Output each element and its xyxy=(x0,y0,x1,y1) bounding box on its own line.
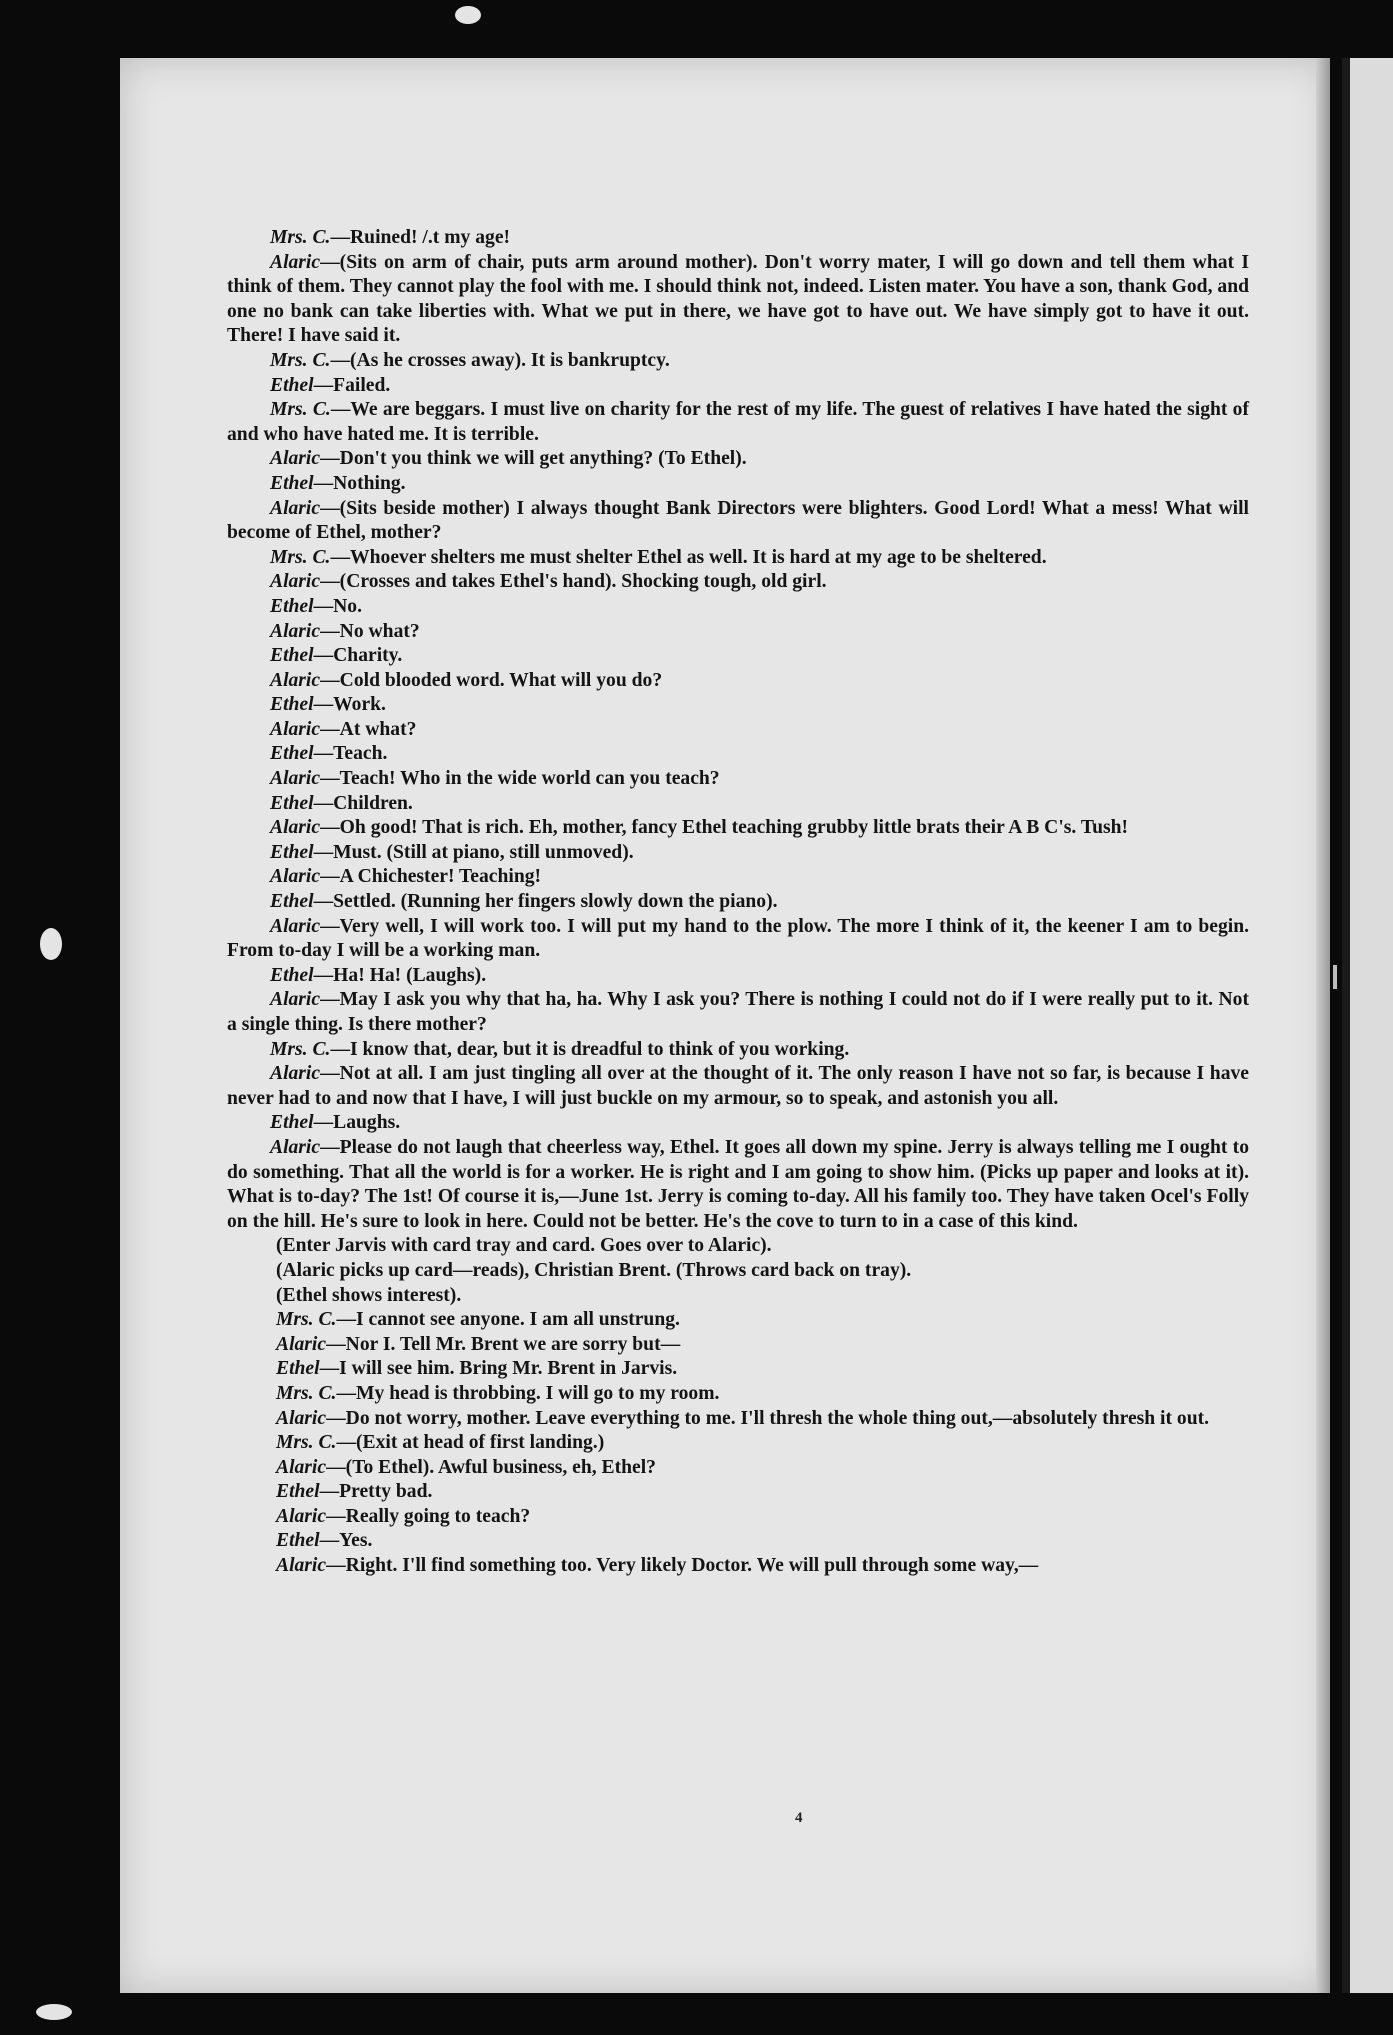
speaker-name: Alaric xyxy=(270,915,321,937)
speaker-name: Alaric xyxy=(276,1555,327,1577)
speaker-name: Alaric xyxy=(276,1505,327,1527)
dialogue-line xyxy=(227,1333,1249,1358)
line-text: —Don't you think we will get anything? (To Ethel). xyxy=(320,448,747,470)
dialogue-line xyxy=(227,620,1249,645)
dialogue-line xyxy=(227,767,1249,792)
dialogue-line xyxy=(227,1554,1249,1579)
line-text: —Very well, I will work too. I will put my hand to the plow. The more I think of it, the keener I am to begin. From to-day I will be a working man. xyxy=(227,915,1249,962)
speaker-name: Alaric xyxy=(276,1407,327,1429)
speaker-name: Alaric xyxy=(270,448,321,470)
speaker-name: Ethel xyxy=(270,374,314,396)
dialogue-line xyxy=(227,1407,1249,1432)
line-text: (Alaric picks up card—reads), Christian Brent. (Throws card back on tray). xyxy=(276,1259,912,1281)
speaker-name: Ethel xyxy=(270,472,314,494)
line-text: —Cold blooded word. What will you do? xyxy=(320,669,663,691)
speaker-name: Mrs. C. xyxy=(276,1382,337,1404)
line-text: —Failed. xyxy=(313,374,391,396)
line-text: —Laughs. xyxy=(313,1112,401,1134)
speaker-name: Alaric xyxy=(270,669,321,691)
dialogue-line xyxy=(227,1456,1249,1481)
dialogue-line xyxy=(227,251,1249,349)
line-text: —Ruined! /.t my age! xyxy=(330,227,511,248)
line-text: —(As he crosses away). It is bankruptcy. xyxy=(330,349,670,371)
speaker-name: Alaric xyxy=(270,989,321,1011)
line-text: —No what? xyxy=(320,620,420,642)
speaker-name: Ethel xyxy=(276,1481,320,1503)
speaker-name: Alaric xyxy=(270,817,321,839)
dialogue-line xyxy=(227,964,1249,989)
speaker-name: Alaric xyxy=(270,1063,321,1085)
dialogue-line xyxy=(227,1308,1249,1333)
line-text: —I will see him. Bring Mr. Brent in Jarvis. xyxy=(319,1358,678,1380)
speaker-name: Mrs. C. xyxy=(276,1432,337,1454)
line-text: —(Sits on arm of chair, puts arm around mother). Don't worry mater, I will go down and tell them what I think of them. They cannot play the fool with me. I should think not, indeed. Listen mater. You have a son, thank God, and one no bank can take liberties with. What we put in there, we have got to have out. We have simply got to have it out. There! I have said it. xyxy=(227,251,1249,347)
line-text: —Really going to teach? xyxy=(326,1505,531,1527)
speaker-name: Ethel xyxy=(270,792,314,814)
dialogue-line xyxy=(227,349,1249,374)
line-text: —Children. xyxy=(313,792,413,814)
line-text: —Whoever shelters me must shelter Ethel as well. It is hard at my age to be sheltered. xyxy=(330,546,1047,568)
speaker-name: Ethel xyxy=(270,1112,314,1134)
dialogue-line xyxy=(227,1480,1249,1505)
line-text: —Teach. xyxy=(313,743,388,765)
dialogue-line xyxy=(227,1038,1249,1063)
dialogue-line xyxy=(227,1136,1249,1234)
dialogue-line xyxy=(227,1382,1249,1407)
line-text: —At what? xyxy=(320,718,417,740)
line-text: —My head is throbbing. I will go to my room. xyxy=(336,1382,720,1404)
dialogue-line xyxy=(227,742,1249,767)
speaker-name: Ethel xyxy=(270,891,314,913)
line-text: —We are beggars. I must live on charity for the rest of my life. The guest of relatives I have hated the sight of and who have hated me. It is terrible. xyxy=(227,399,1249,445)
line-text: —Teach! Who in the wide world can you teach? xyxy=(320,768,720,790)
dialogue-line xyxy=(227,1505,1249,1530)
line-text: —Do not worry, mother. Leave everything to me. I'll thresh the whole thing out,—absolutely thresh it out. xyxy=(326,1407,1210,1429)
dialogue-line xyxy=(227,595,1249,620)
line-text: —(Exit at head of first landing.) xyxy=(336,1432,605,1454)
dialogue-line xyxy=(227,497,1249,546)
line-text: —Right. I'll find something too. Very likely Doctor. We will pull through some way,— xyxy=(326,1555,1039,1577)
line-text: —Pretty bad. xyxy=(319,1481,433,1503)
line-text: —(Crosses and takes Ethel's hand). Shocking tough, old girl. xyxy=(320,571,827,593)
line-text: —(Sits beside mother) I always thought Bank Directors were blighters. Good Lord! What a mess! What will become of Ethel, mother? xyxy=(227,497,1249,544)
speaker-name: Mrs. C. xyxy=(270,1038,331,1060)
speaker-name: Ethel xyxy=(270,841,314,863)
line-text: —I cannot see anyone. I am all unstrung. xyxy=(336,1309,680,1331)
speaker-name: Alaric xyxy=(270,1136,321,1158)
dialogue-line xyxy=(227,1234,1249,1259)
bottom-left-blot xyxy=(36,2004,72,2020)
line-text: —Please do not laugh that cheerless way, Ethel. It goes all down my spine. Jerry is always telling me I ought to do something. That all the world is for a worker. He is right and I am going to show him. (Picks up paper and looks at it). What is to-day? The 1st! Of course it is,—June 1st. Jerry is coming to-day. All his family too. They have taken Ocel's Folly on the hill. He's sure to look in here. Could not be better. He's the cove to turn to in a case of this kind. xyxy=(227,1136,1249,1232)
dialogue-line xyxy=(227,1431,1249,1456)
speaker-name: Ethel xyxy=(270,645,314,667)
dialogue-line xyxy=(227,374,1249,399)
line-text: —Oh good! That is rich. Eh, mother, fancy Ethel teaching grubby little brats their A B C's. Tush! xyxy=(320,817,1129,839)
dialogue-line xyxy=(227,792,1249,817)
speaker-name: Ethel xyxy=(276,1358,320,1380)
speaker-name: Mrs. C. xyxy=(270,349,331,371)
line-text: —Nothing. xyxy=(313,472,406,494)
speaker-name: Ethel xyxy=(270,694,314,716)
speaker-name: Mrs. C. xyxy=(270,546,331,568)
dialogue-line xyxy=(227,546,1249,571)
speaker-name: Mrs. C. xyxy=(270,399,331,421)
dialogue-line xyxy=(227,841,1249,866)
line-text: —Charity. xyxy=(313,645,403,667)
facing-page-edge xyxy=(1342,58,1393,1993)
dialogue-line xyxy=(227,1111,1249,1136)
dialogue-line xyxy=(227,1284,1249,1309)
dialogue-line xyxy=(227,890,1249,915)
dialogue-line xyxy=(227,1062,1249,1111)
dialogue-line xyxy=(227,915,1249,964)
dialogue-line xyxy=(227,669,1249,694)
script-text xyxy=(227,226,1249,1579)
speaker-name: Ethel xyxy=(270,595,314,617)
gutter-shadow xyxy=(1342,58,1350,1993)
speaker-name: Ethel xyxy=(270,743,314,765)
top-blot xyxy=(455,6,481,24)
dialogue-line xyxy=(227,644,1249,669)
dialogue-line xyxy=(227,693,1249,718)
line-text: —Work. xyxy=(313,694,386,716)
speaker-name: Ethel xyxy=(276,1530,320,1552)
dialogue-line xyxy=(227,865,1249,890)
line-text: —A Chichester! Teaching! xyxy=(320,866,542,888)
speaker-name: Alaric xyxy=(270,497,321,519)
line-text: —May I ask you why that ha, ha. Why I ask you? There is nothing I could not do if I were really put to it. Not a single thing. Is there mother? xyxy=(227,989,1249,1035)
right-edge-mark xyxy=(1333,965,1337,989)
speaker-name: Alaric xyxy=(270,571,321,593)
line-text: (Enter Jarvis with card tray and card. Goes over to Alaric). xyxy=(276,1235,772,1257)
line-text: —Ha! Ha! (Laughs). xyxy=(313,964,487,986)
line-text: —Settled. (Running her fingers slowly down the piano). xyxy=(313,891,778,913)
left-blot xyxy=(40,928,62,960)
dialogue-line xyxy=(227,1529,1249,1554)
speaker-name: Alaric xyxy=(270,718,321,740)
dialogue-line xyxy=(227,1259,1249,1284)
line-text: —Not at all. I am just tingling all over at the thought of it. The only reason I have not so far, is because I have never had to and now that I have, I will just buckle on my armour, so to speak, and astonish you all. xyxy=(227,1063,1249,1109)
speaker-name: Alaric xyxy=(276,1333,327,1355)
speaker-name: Alaric xyxy=(270,251,321,273)
line-text: —No. xyxy=(313,595,363,617)
speaker-name: Alaric xyxy=(270,768,321,790)
dialogue-line xyxy=(227,988,1249,1037)
speaker-name: Alaric xyxy=(270,866,321,888)
dialogue-line xyxy=(227,570,1249,595)
line-text: —Nor I. Tell Mr. Brent we are sorry but— xyxy=(326,1333,681,1355)
speaker-name: Alaric xyxy=(270,620,321,642)
line-text: —Must. (Still at piano, still unmoved). xyxy=(313,841,634,863)
line-text: —(To Ethel). Awful business, eh, Ethel? xyxy=(326,1456,656,1478)
speaker-name: Alaric xyxy=(276,1456,327,1478)
speaker-name: Mrs. C. xyxy=(270,227,331,248)
line-text: (Ethel shows interest). xyxy=(276,1284,462,1306)
dialogue-line xyxy=(227,226,1249,251)
dialogue-line xyxy=(227,1357,1249,1382)
dialogue-line xyxy=(227,472,1249,497)
speaker-name: Ethel xyxy=(270,964,314,986)
dialogue-line xyxy=(227,718,1249,743)
page-number: 4 xyxy=(795,1810,803,1826)
line-text: —Yes. xyxy=(319,1530,373,1552)
line-text: —I know that, dear, but it is dreadful to think of you working. xyxy=(330,1038,850,1060)
dialogue-line xyxy=(227,816,1249,841)
speaker-name: Mrs. C. xyxy=(276,1309,337,1331)
dialogue-line xyxy=(227,447,1249,472)
dialogue-line xyxy=(227,398,1249,447)
